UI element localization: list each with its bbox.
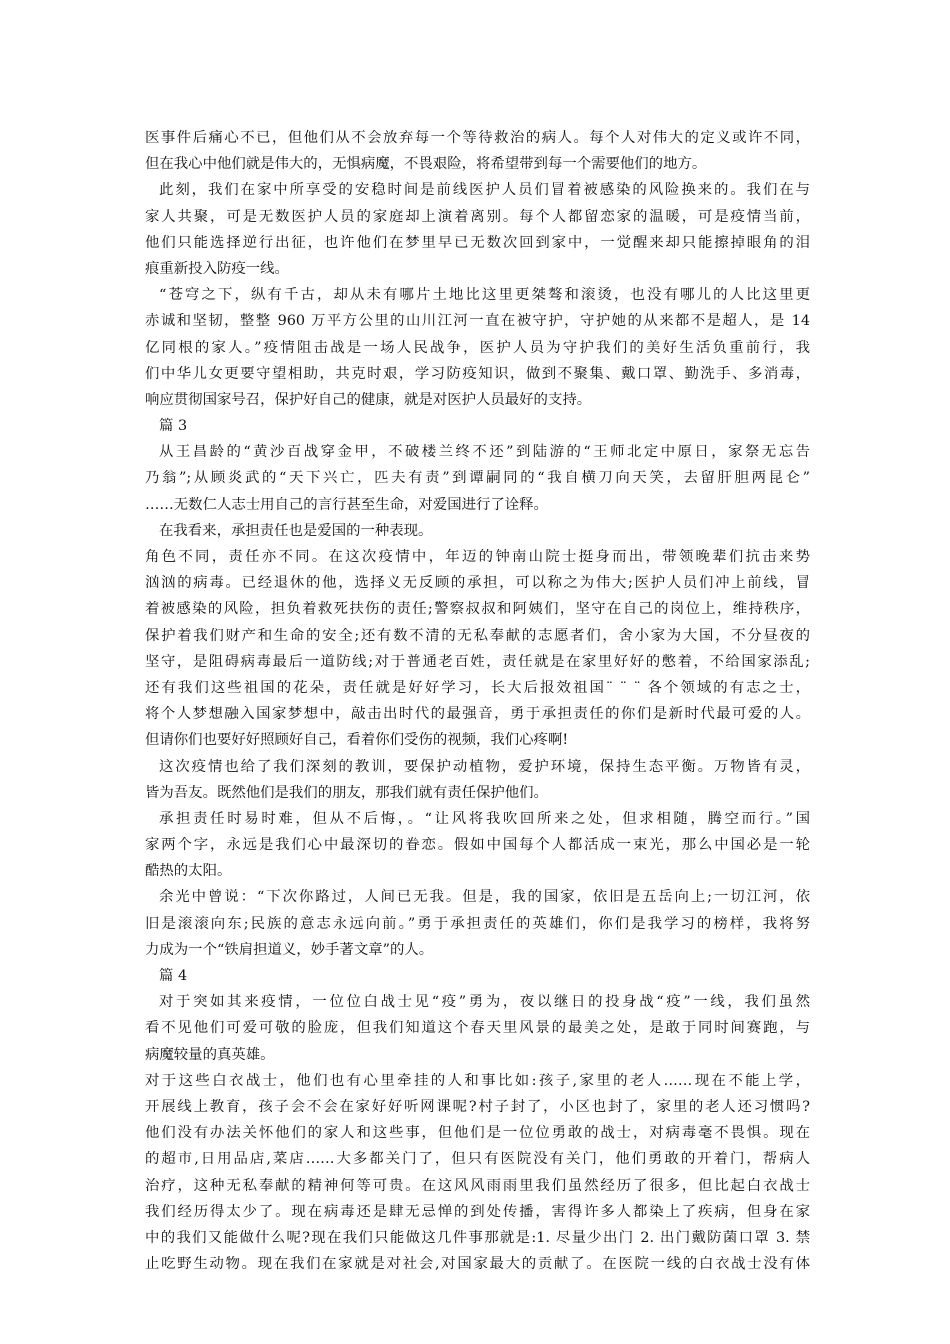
text-line: 将个人梦想融入国家梦想中，敲击出时代的最强音，勇于承担责任的你们是新时代最可爱的人。 [145,706,810,723]
text-line: 家人共聚，可是无数医护人员的家庭却上演着离别。每个人都留恋家的温暖，可是疫情当前， [145,208,810,225]
paragraph [145,177,810,282]
paragraph [145,754,810,806]
text-line: 篇 3 [159,418,188,435]
text-line: 亿同根的家人。”疫情阻击战是一场人民战争，医护人员为守护我们的美好生活负重前行，我 [145,339,810,356]
text-line: 这次疫情也给了我们深刻的教训，要保护动植物，爱护环境，保持生态平衡。万物皆有灵， [159,758,810,775]
text-line: 坚守，是阻碍病毒最后一道防线;对于普通老百姓，责任就是在家里好好的憋着，不给国家添乱; [145,653,810,670]
text-line: ……无数仁人志士用自己的言行甚至生命，对爱国进行了诠释。 [145,496,548,513]
text-line: 对于这些白衣战士，他们也有心里牵挂的人和事比如:孩子,家里的老人……现在不能上学， [145,1072,810,1089]
text-line: 着被感染的风险，担负着救死扶伤的责任;警察叔叔和阿姨们，坚守在自己的岗位上，维持秩序， [145,601,810,618]
text-line: 响应贯彻国家号召，保护好自己的健康，就是对医护人员最好的支持。 [145,391,592,408]
text-line: 从王昌龄的“黄沙百战穿金甲，不破楼兰终不还”到陆游的“王师北定中原日，家祭无忘告 [159,444,810,461]
paragraph [145,1068,810,1278]
text-line: 还有我们这些祖国的花朵，责任就是好好学习，长大后报效祖国¨ ¨ ¨ 各个领域的有志之士， [145,679,810,696]
text-line: 皆为吾友。既然他们是我们的朋友，那我们就有责任保护他们。 [145,784,548,801]
text-line: 力成为一个“铁肩担道义，妙手著文章”的人。 [145,941,434,958]
paragraph [145,544,810,754]
paragraph [145,518,810,544]
text-line: 但请你们也要好好照顾好自己，看着你们受伤的视频，我们心疼啊! [145,732,569,749]
text-line: 看不见他们可爱可敬的脸庞，但我们知道这个春天里风景的最美之处，是敢于同时间赛跑，与 [145,1020,810,1037]
text-line: 们中华儿女更要守望相助，共克时艰，学习防疫知识，做到不聚集、戴口罩、勤洗手、多消毒， [145,365,810,382]
text-line: 保护着我们财产和生命的安全;还有数不清的无私奉献的志愿者们，舍小家为大国，不分昼夜的 [145,627,810,644]
text-line: 他们没有办法关怀他们的家人和这些事，但他们是一位位勇敢的战士，对病毒毫不畏惧。现在 [145,1125,810,1142]
text-line: 旧是滚滚向东;民族的意志永远向前。”勇于承担责任的英雄们，你们是我学习的榜样，我将努 [145,915,810,932]
text-line: 余光中曾说：“下次你路过，人间已无我。但是，我的国家，依旧是五岳向上;一切江河，依 [159,889,810,906]
paragraph [145,806,810,885]
text-line: 角色不同，责任亦不同。在这次疫情中，年迈的钟南山院士挺身而出，带领晚辈们抗击来势 [145,549,810,565]
text-line: 止吃野生动物。现在我们在家就是对社会,对国家最大的贡献了。在医院一线的白衣战士没有体 [145,1256,810,1273]
text-line: 治疗，这种无私奉献的精神何等可贵。在这风风雨雨里我们虽然经历了很多，但比起白衣战士 [145,1177,810,1194]
paragraph [145,282,810,413]
text-line: 赤诚和坚韧，整整 960 万平方公里的山川江河一直在被守护，守护她的从来都不是超人，是 14 [145,313,810,330]
text-line: 的超市,日用品店,菜店……大多都关门了，但只有医院没有关门，他们勇敢的开着门，帮病人 [145,1151,810,1168]
paragraph [145,963,810,989]
text-line: 病魔较量的真英雄。 [145,1046,275,1063]
paragraph [145,413,810,439]
text-line: 开展线上教育，孩子会不会在家好好听网课呢?村子封了，小区也封了，家里的老人还习惯吗? [145,1098,810,1115]
paragraph [145,125,810,177]
text-line: 汹汹的病毒。已经退休的他，选择义无反顾的承担，可以称之为伟大;医护人员们冲上前线，冒 [145,575,810,592]
text-line: 医事件后痛心不已，但他们从不会放弃每一个等待救治的病人。每个人对伟大的定义或许不同， [145,130,810,146]
text-line: 酷热的太阳。 [145,863,232,880]
text-line: 在我看来，承担责任也是爱国的一种表现。 [159,522,433,539]
text-line: 此刻，我们在家中所享受的安稳时间是前线医护人员们冒着被感染的风险换来的。我们在与 [159,182,810,199]
paragraph [145,439,810,518]
text-line: 篇 4 [159,968,188,984]
text-line: 家两个字，永远是我们心中最深切的眷恋。假如中国每个人都活成一束光，那么中国必是一轮 [145,837,810,854]
document-body [145,125,810,1277]
text-line: 承担责任时易时难，但从不后悔，。“让风将我吹回所来之处，但求相随，腾空而行。”国 [159,810,810,827]
text-line: 中的我们又能做什么呢?现在我们只能做这几件事那就是:1. 尽量少出门 2. 出门戴防菌口罩 3. 禁 [145,1229,810,1246]
paragraph [145,884,810,963]
text-line: 对于突如其来疫情，一位位白战士见“疫”勇为，夜以继日的投身战“疫”一线，我们虽然 [159,994,810,1011]
text-line: 乃翁”;从顾炎武的“天下兴亡，匹夫有责”到谭嗣同的“我自横刀向天笑，去留肝胆两昆仑” [145,470,810,487]
text-line: 他们只能选择逆行出征，也许他们在梦里早已无数次回到家中，一觉醒来却只能擦掉眼角的泪 [145,234,810,251]
paragraph [145,989,810,1068]
text-line: “苍穹之下，纵有千古，却从未有哪片土地比这里更桀骜和滚烫，也没有哪儿的人比这里更 [159,287,810,304]
text-line: 我们经历得太少了。现在病毒还是肆无忌惮的到处传播，害得许多人都染上了疾病，但身在家 [145,1203,810,1220]
text-line: 痕重新投入防疫一线。 [145,260,289,277]
text-line: 但在我心中他们就是伟大的，无惧病魔，不畏艰险，将希望带到每一个需要他们的地方。 [145,156,707,173]
